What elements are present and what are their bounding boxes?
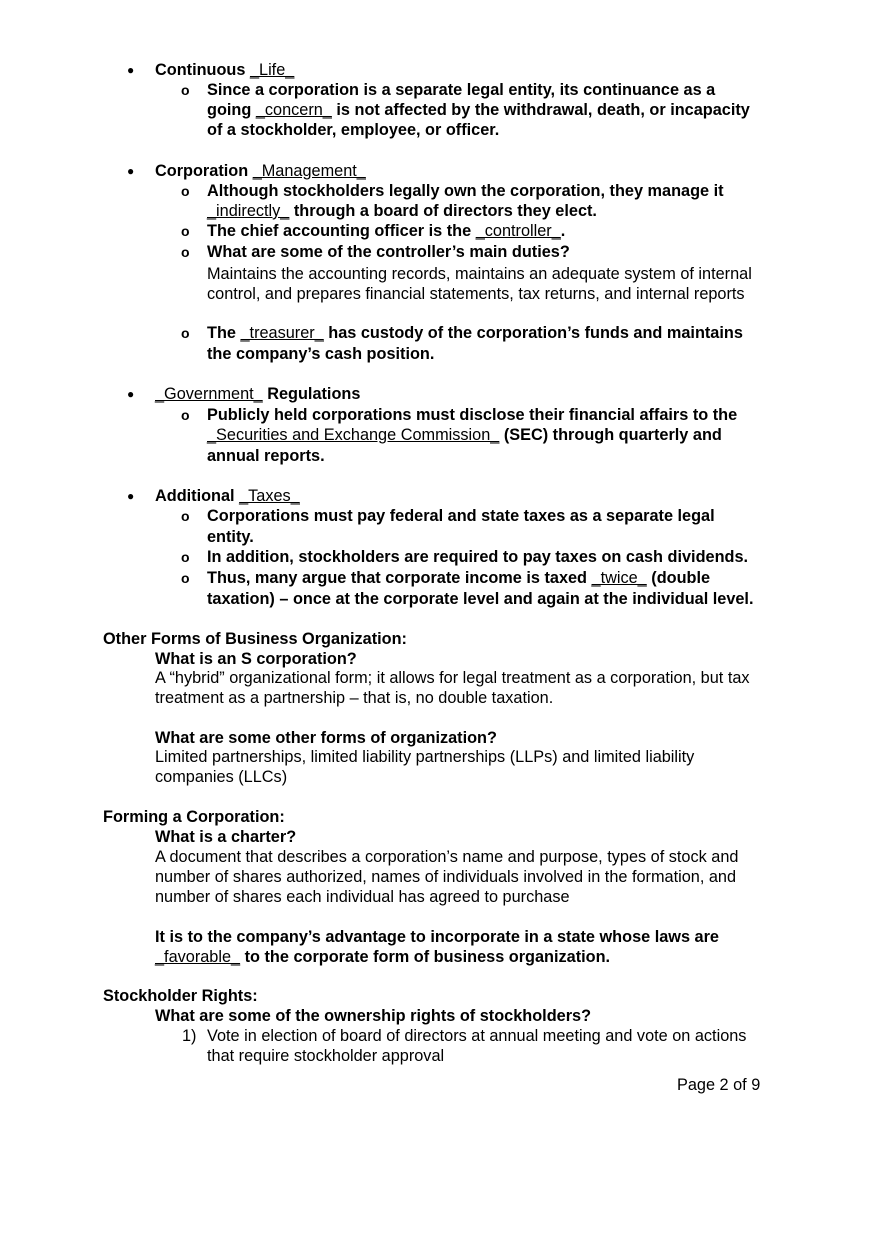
sub-text: annual reports. [207, 447, 325, 465]
list-item: Vote in election of board of directors at annual meeting and vote on actions [207, 1027, 747, 1045]
sub-text: going _concern_ is not affected by the withdrawal, death, or incapacity [207, 101, 750, 119]
sub-bullet-icon: o [181, 407, 190, 423]
list-item: that require stockholder approval [207, 1047, 445, 1065]
sub-bullet-icon: o [181, 223, 190, 239]
sub-bullet-icon: o [181, 570, 190, 586]
section-additional-taxes: Additional _Taxes_ [155, 487, 300, 505]
question-text: What is a charter? [155, 828, 297, 846]
answer-text: A document that describes a corporation’s name and purpose, types of stock and [155, 848, 739, 866]
question-text: What are some other forms of organization? [155, 729, 497, 747]
list-number: 1) [182, 1027, 197, 1045]
answer-text: number of shares authorized, names of individuals involved in the formation, and [155, 868, 737, 886]
bullet-icon: ● [127, 489, 135, 503]
section-continuous-life: Continuous _Life_ [155, 61, 295, 79]
sub-text: Since a corporation is a separate legal entity, its continuance as a [207, 81, 716, 99]
sub-text: entity. [207, 528, 254, 546]
answer-text: number of shares each individual has agreed to purchase [155, 888, 570, 906]
answer-text: Maintains the accounting records, maintains an adequate system of internal [207, 265, 752, 283]
sub-text: _indirectly_ through a board of directors they elect. [207, 202, 597, 220]
answer-text: treatment as a partnership – that is, no double taxation. [155, 689, 554, 707]
sub-bullet-icon: o [181, 549, 190, 565]
sub-text: The _treasurer_ has custody of the corporation’s funds and maintains [207, 324, 743, 342]
answer-text: A “hybrid” organizational form; it allows for legal treatment as a corporation, but tax [155, 669, 750, 687]
bullet-icon: ● [127, 63, 135, 77]
sub-text: Although stockholders legally own the corporation, they manage it [207, 182, 724, 200]
sub-bullet-icon: o [181, 82, 190, 98]
sub-text: taxation) – once at the corporate level and again at the individual level. [207, 590, 754, 608]
section-heading-other-forms: Other Forms of Business Organization: [103, 630, 407, 648]
statement-text: It is to the company’s advantage to incorporate in a state whose laws are [155, 928, 719, 946]
sub-bullet-icon: o [181, 183, 190, 199]
sub-bullet-icon: o [181, 508, 190, 524]
sub-text: of a stockholder, employee, or officer. [207, 121, 500, 139]
statement-text: _favorable_ to the corporate form of business organization. [155, 948, 611, 966]
sub-text: Corporations must pay federal and state taxes as a separate legal [207, 507, 715, 525]
section-heading-stockholder-rights: Stockholder Rights: [103, 987, 258, 1005]
answer-text: control, and prepares financial statements, tax returns, and internal reports [207, 285, 745, 303]
sub-bullet-icon: o [181, 325, 190, 341]
answer-text: companies (LLCs) [155, 768, 288, 786]
sub-bullet-icon: o [181, 244, 190, 260]
question-text: What are some of the ownership rights of stockholders? [155, 1007, 592, 1025]
section-corporation-management: Corporation _Management_ [155, 162, 366, 180]
section-government-regulations: _Government_ Regulations [155, 385, 361, 403]
section-heading-forming: Forming a Corporation: [103, 808, 285, 826]
question-text: What are some of the controller’s main duties? [207, 243, 570, 261]
sub-text: The chief accounting officer is the _controller_. [207, 222, 566, 240]
question-text: What is an S corporation? [155, 650, 357, 668]
bullet-icon: ● [127, 164, 135, 178]
sub-text: Thus, many argue that corporate income is taxed _twice_ (double [207, 569, 711, 587]
sub-text: In addition, stockholders are required to pay taxes on cash dividends. [207, 548, 749, 566]
page-number: Page 2 of 9 [677, 1076, 761, 1094]
sub-text: Publicly held corporations must disclose their financial affairs to the [207, 406, 738, 424]
sub-text: the company’s cash position. [207, 345, 435, 363]
sub-text: _Securities and Exchange Commission_ (SEC) through quarterly and [207, 426, 722, 444]
answer-text: Limited partnerships, limited liability partnerships (LLPs) and limited liability [155, 748, 695, 766]
bullet-icon: ● [127, 387, 135, 401]
